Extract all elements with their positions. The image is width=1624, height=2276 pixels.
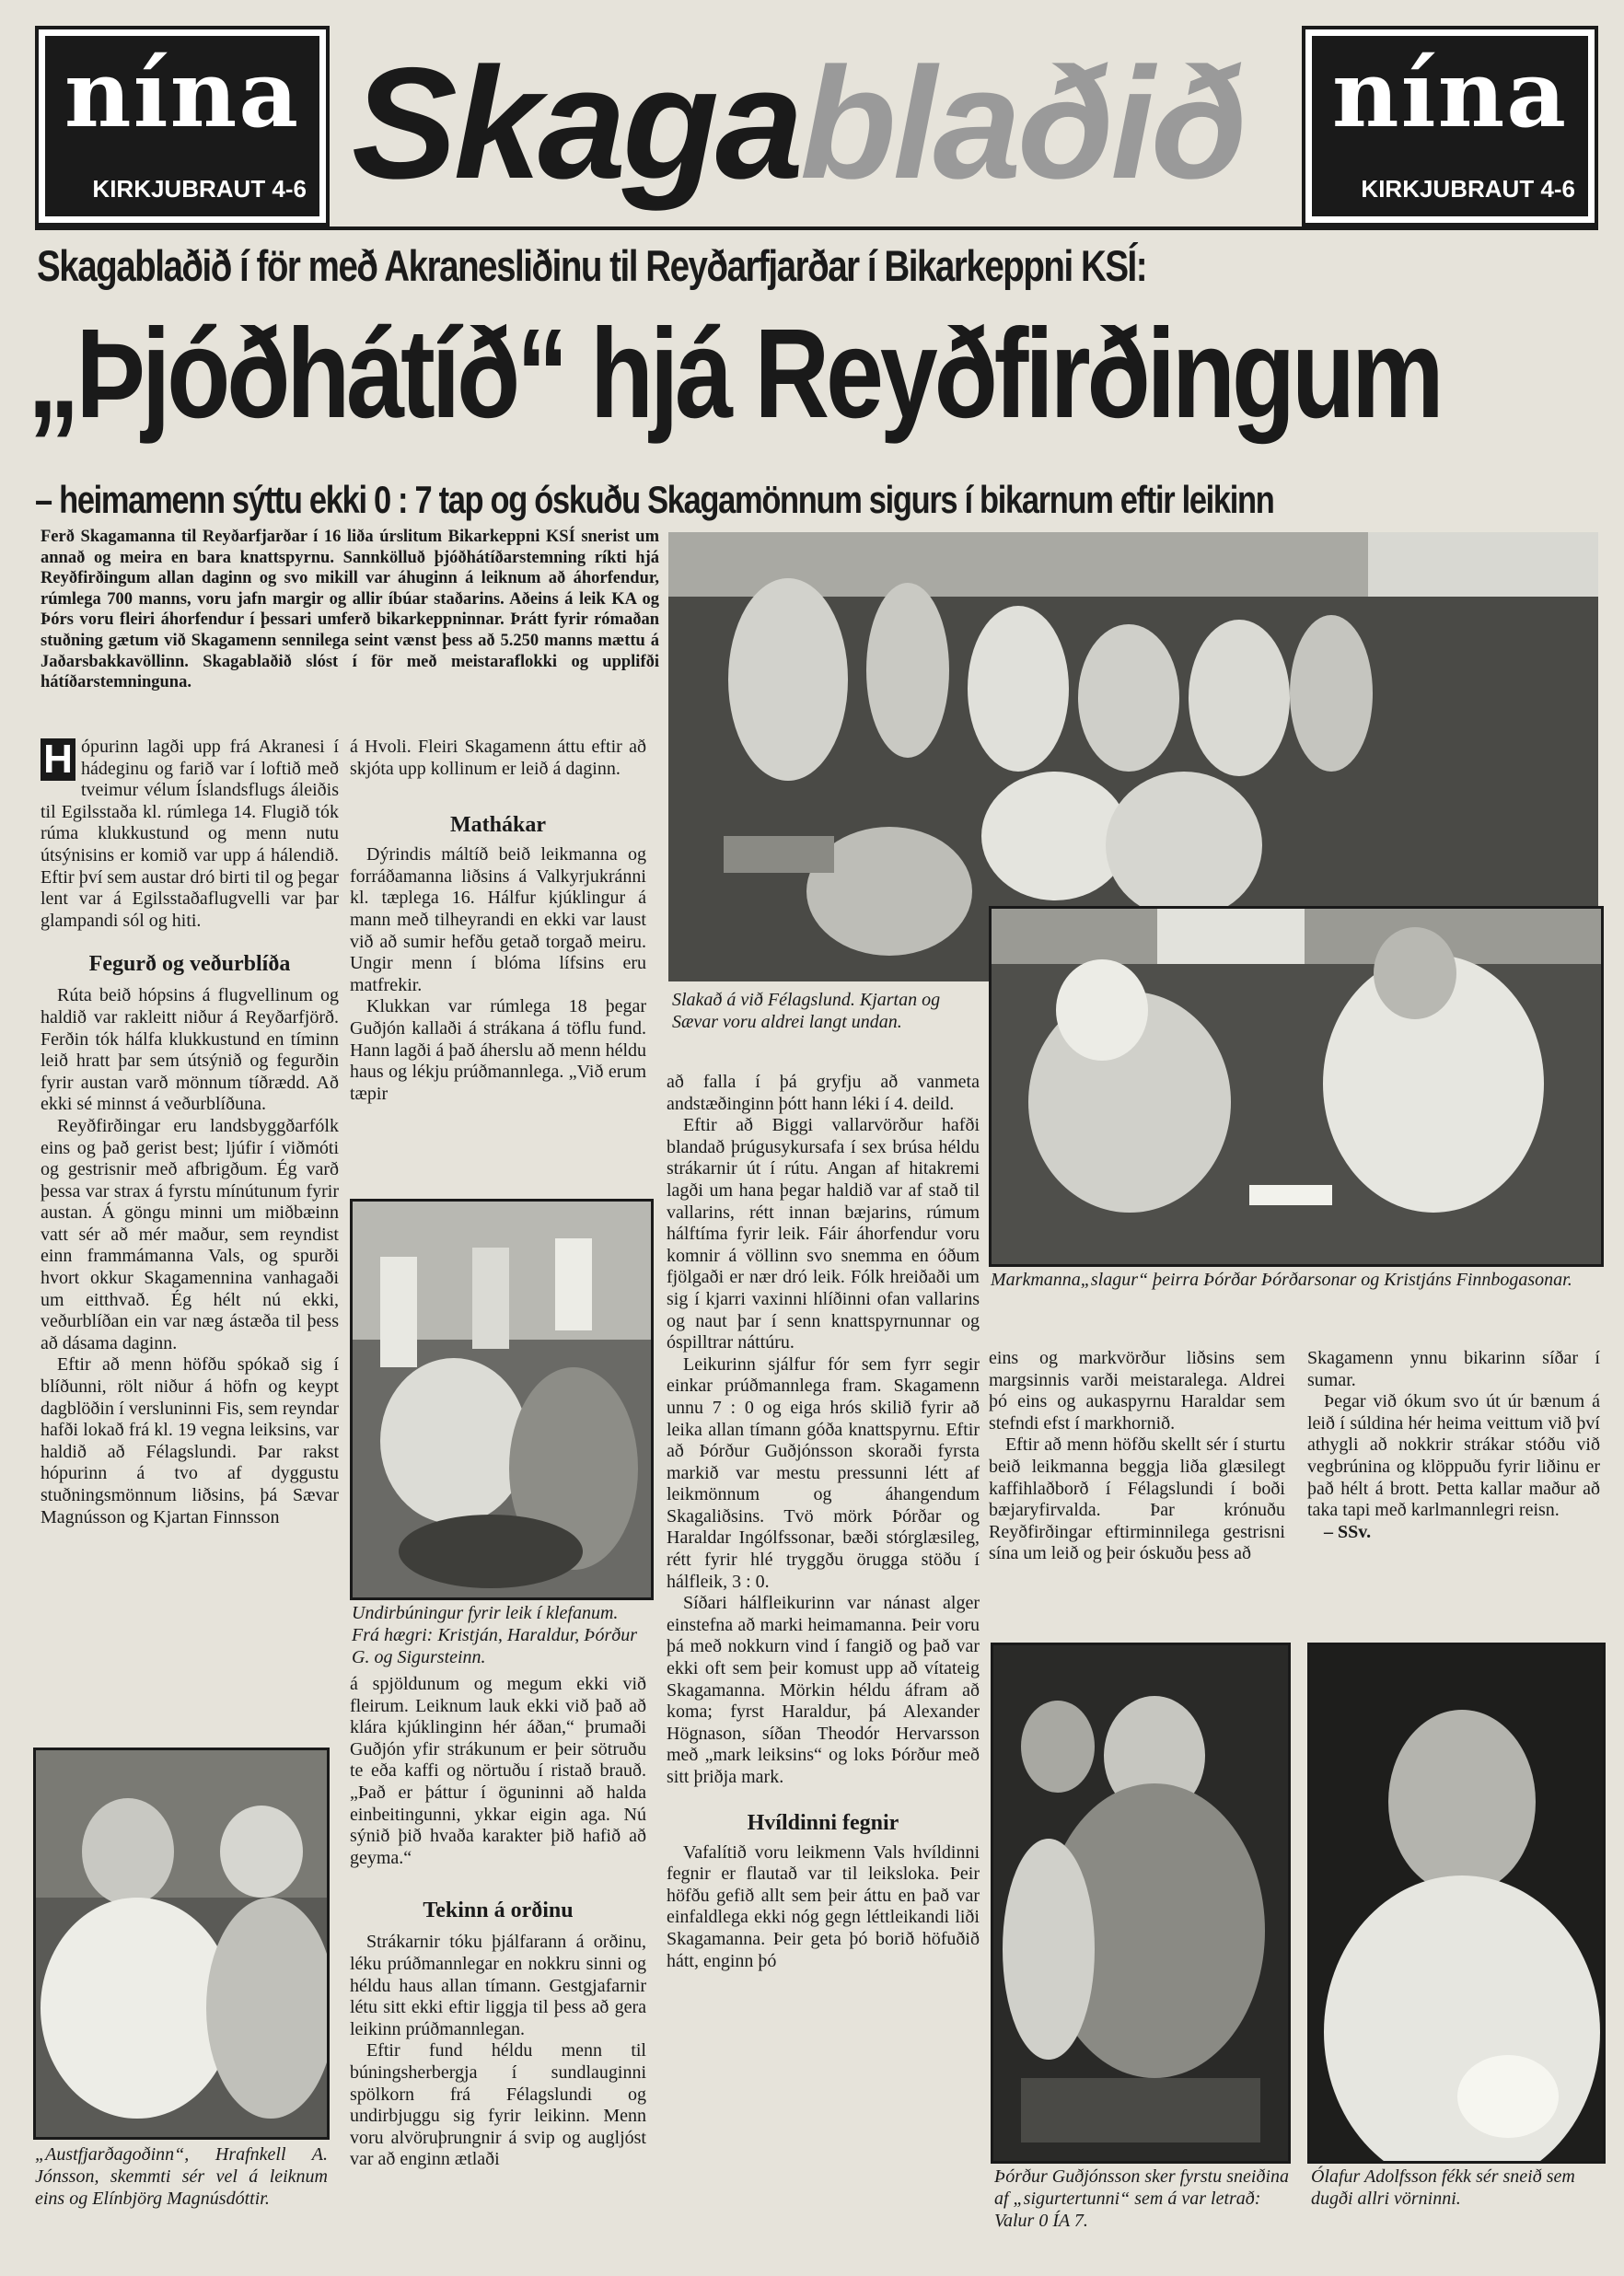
- subhead-mathakar: Mathákar: [450, 813, 546, 838]
- caption-locker: Undirbúningur fyrir leik í klefanum. Frá hægri: Kristján, Haraldur, Þórður G. og Sigursteinn.: [352, 1603, 638, 1667]
- article-kicker: Skagablaðið í för með Akranesliðinu til Reyðarfjarðar í Bikarkeppni KSÍ:: [37, 241, 1147, 290]
- ad-address: KIRKJUBRAUT 4-6: [1361, 175, 1575, 203]
- masthead-title: [352, 35, 1245, 212]
- photo-couple: [33, 1748, 330, 2140]
- column-4: [989, 1348, 1285, 1565]
- paragraph: Strákarnir tóku þjálfarann á orðinu, léku prúðmannlegar en nokkru sinni og héldu haus allan tímann. Gestgjafarnir létu sitt ekki eftir liggja til þess að gera leikinn prúðmannlegan.: [350, 1932, 646, 2039]
- masthead-title-part1: Skaga: [352, 35, 800, 212]
- article-headline: „Þjóðhátíð“ hjá Reyðfirðingum: [28, 303, 1441, 445]
- paragraph: Eftir fund héldu menn til búningsherbergja í sundlauginni spölkorn frá Félagslundi og undirbjuggu sig fyrir leikinn. Menn voru alvöruþrungnir á svip og augljóst var að enginn ætlaði: [350, 2040, 646, 2170]
- paragraph: Eftir að menn höfðu skellt sér í sturtu beið leikmanna beggja liða glæsilegt kaffihlaðborð í Félagslundi í boði bæjaryfirvalda. Þar krónuðu Reyðfirðingar eftirminnilega gestrisni sína um leið og þeir óskuðu þess að: [989, 1434, 1285, 1564]
- photo-cake: [991, 1643, 1291, 2164]
- paragraph: að falla í þá gryfju að vanmeta andstæðinginn þótt hann léki í 4. deild.: [667, 1072, 980, 1114]
- ad-address: KIRKJUBRAUT 4-6: [92, 175, 307, 203]
- paragraph: Rúta beið hópsins á flugvellinum og haldið var rakleitt niður á Reyðarfjörð. Ferðin tók hálfa klukkustund en tíminn leið hratt þar sem útsýnið og fegurðin fyrir austan varð mönnum tíðrædd. Að ekki sé minnst á veðurblíðuna.: [41, 985, 339, 1115]
- paragraph: ópurinn lagði upp frá Akranesi í hádeginu og farið var í loftið með tveimur vélum Íslandsflugs áleiðis til Egilsstaða kl. rúmlega 14. Flugið tók rúma klukkustund og menn nutu útsýnisins er komið var upp á hálendið. Eftir því sem austar dró birti til og þegar lent var á Egilsstaðaflugvelli var þar glampandi sól og hiti.: [41, 737, 339, 931]
- ad-logo: nína: [1331, 40, 1569, 148]
- drop-cap: H: [41, 738, 75, 781]
- subhead-fegurd: Fegurð og veðurblíða: [88, 952, 291, 977]
- paragraph: á spjöldunum og megum ekki við fleirum. Leiknum lauk ekki við það að klára kjúklinginn hér áðan,“ þrumaði Guðjón yfir strákunum er þeir sötruðu te eða kaffi og nörtuðu í ristað brauð. „Það er þáttur í öguninni að halda einbeitingunni, ykkar eigin aga. Nú sýnið þið hvaða karakter þið hafið að geyma.“: [350, 1674, 646, 1868]
- masthead-rule: [35, 226, 1598, 230]
- caption-couple: „Austfjarðagoðinn“, Hrafnkell A. Jónsson, skemmti sér vel á leiknum eins og Elínbjörg Magnúsdóttir.: [35, 2144, 328, 2209]
- column-2: [350, 737, 646, 1105]
- paragraph: Reyðfirðingar eru landsbyggðarfólk eins og það gerist best; ljúfir í viðmóti og gestrisnir með afbrigðum. Ég varð þessa var strax á fyrstu mínútunum fyrir austan. Á göngu minni um miðbæinn vatt sér að mér maður, sem reyndist einn frammámanna Vals, og spurði hvort okkur Skagamennina vanhagaði um eitthvað. Ég hélt nú ekki, veðurblíðan ein var næg ástæða til þess að dásama daginn.: [41, 1115, 339, 1353]
- caption-cake: Þórður Guðjónsson sker fyrstu sneiðina af „sigurtertunni“ sem á var letrað: Valur 0 ÍA 7.: [994, 2166, 1289, 2231]
- ad-box-left: [35, 26, 330, 226]
- subhead-tekinn: Tekinn á orðinu: [423, 1899, 574, 1923]
- column-2-continued: [350, 1674, 646, 2171]
- paragraph: Dýrindis máltíð beið leikmanna og forráðamanna liðsins á Valkyrjukránni kl. tæplega 16. Hálfur kjúklingur á mann með tilheyrandi en ekki var laust við að sumir hefðu getað torgað meiru. Ungir menn í blóma lífsins eru matfrekir.: [350, 844, 646, 995]
- paragraph: Leikurinn sjálfur fór sem fyrr segir einkar prúðmannlega fram. Skagamenn unnu 7 : 0 og eiga hrós skilið fyrir að leika allan tímann góða knattspyrnu. Eftir að Þórður Guðjónsson skoraði fyrsta markið var mestu pressunni létt af leikmönnum og áhangendum Skagaliðsins. Tvö mörk Þórðar og Haraldar Ingólfssonar, bæði stórglæsileg, rétt fyrir hlé tryggðu örugga stöðu í hálfleik, 3 : 0.: [667, 1353, 980, 1592]
- paragraph: Skagamenn ynnu bikarinn síðar í sumar.: [1307, 1348, 1600, 1390]
- paragraph: Eftir að Biggi vallarvörður hafði blandað þrúgusykursafa í sex brúsa héldu strákarnir út í rútu. Angan af hitakremi lagði um hana þegar haldið var af stað til vallarins, rétt innan bæjarins, rúmum hálftíma fyrir leik. Fáir áhorfendur voru komnir á völlinn svo snemma en óðum fjölgaði er nær dró leik. Fólk hreiðaði um sig í kjarri vaxinni hlíðinni ofan vallarins og naut þar í senn knattspyrnunnar og óspilltrar náttúru.: [667, 1115, 980, 1353]
- column-5: [1307, 1348, 1600, 1543]
- article-subheadline: – heimamenn sýttu ekki 0 : 7 tap og óskuðu Skagamönnum sigurs í bikarnum eftir leikinn: [35, 478, 1274, 521]
- paragraph: Síðari hálfleikurinn var nánast alger einstefna að marki heimamanna. Þeir voru þá með nokkurn vind í fangið og það var ekki oft sem þeir komust upp að vítateig Skagamanna. Mörkin héldu áfram að koma; fyrst Haraldur, þá Alexander Högnason, síðan Theodór Hervarsson með „mark leiksins“ og loks Þórður með sitt þriðja mark.: [667, 1593, 980, 1787]
- subhead-hvildinni: Hvíldinni fegnir: [747, 1810, 899, 1835]
- article-lead: Ferð Skagamanna til Reyðarfjarðar í 16 liða úrslitum Bikarkeppni KSÍ snerist um annað og meira en bara knattspyrnu. Sannkölluð þjóðhátíðarstemning ríkti hjá Reyðfirðingum allan daginn og svo mikill var áhuginn á leiknum að áhorfendur, rúmlega 700 manns, voru jafn margir og allir íbúar staðarins. Aðeins á leik KA og Þórs voru fleiri áhorfendur í þessari umferð bikarkeppninnar. Þrátt fyrir rómaðan stuðning gætum við Skagamenn sennilega seint vænst þess að 5.250 manns mættu á Jaðarsbakkavöllinn. Skagablaðið slóst í för með meistaraflokki og upplifði hátíðarstemninguna.: [41, 528, 659, 692]
- photo-olafur: [1307, 1643, 1606, 2164]
- paragraph: Þegar við ókum svo út úr bænum á leið í súldina hér heima veittum við því athygli að nokkrir strákar stóðu við vegbrúnina og klöppuðu fyrir liðinu er það hélt á brott. Þetta kallar maður að taka tapi með karlmannlegri reisn.: [1307, 1391, 1600, 1521]
- paragraph: Klukkan var rúmlega 18 þegar Guðjón kallaði á strákana á töflu fund. Hann lagði á það áherslu að menn héldu haus og lékju prúðmannlega. „Við erum tæpir: [350, 996, 646, 1104]
- column-1: [41, 737, 339, 1528]
- ad-box-right: [1302, 26, 1598, 226]
- caption-olafur: Ólafur Adolfsson fékk sér sneið sem dugði allri vörninni.: [1311, 2166, 1575, 2209]
- ad-logo: nína: [64, 40, 301, 148]
- paragraph: á Hvoli. Fleiri Skagamenn áttu eftir að skjóta upp kollinum er leið á daginn.: [350, 737, 646, 779]
- photo-locker: [350, 1199, 654, 1600]
- caption-grass: Slakað á við Félagslund. Kjartan og Sævar voru aldrei langt undan.: [672, 990, 941, 1032]
- photo-cards: [989, 906, 1604, 1267]
- masthead-title-part2: blaðið: [799, 35, 1245, 212]
- byline: – SSv.: [1324, 1521, 1372, 1542]
- caption-cards: Markmanna„slagur“ þeirra Þórðar Þórðarsonar og Kristjáns Finnbogasonar.: [991, 1270, 1572, 1290]
- paragraph: eins og markvörður liðsins sem margsinnis varði meistaralega. Aldrei þó eins og aukaspyrnu Haraldar sem stefndi efst í markhornið.: [989, 1348, 1285, 1434]
- paragraph: Vafalítið voru leikmenn Vals hvíldinni fegnir er flautað var til leiksloka. Þeir höfðu gefið allt sem þeir áttu en það var einfaldlega ekki nóg gegn léttleikandi liði Skagamanna. Þeir geta þó borið höfuðið hátt, enginn þó: [667, 1841, 980, 1971]
- column-3: [667, 1072, 980, 1972]
- paragraph: Eftir að menn höfðu spókað sig í blíðunni, rölt niður á höfn og keypt dagblöðin í versluninni Fis, sem reyndar hafði lokað frá kl. 19 vegna leiksins, var haldið að Félagslundi. Þar rakst hópurinn á tvo af dyggustu stuðningsmönnum liðsins, þá Sævar Magnússon og Kjartan Finnsson: [41, 1354, 339, 1527]
